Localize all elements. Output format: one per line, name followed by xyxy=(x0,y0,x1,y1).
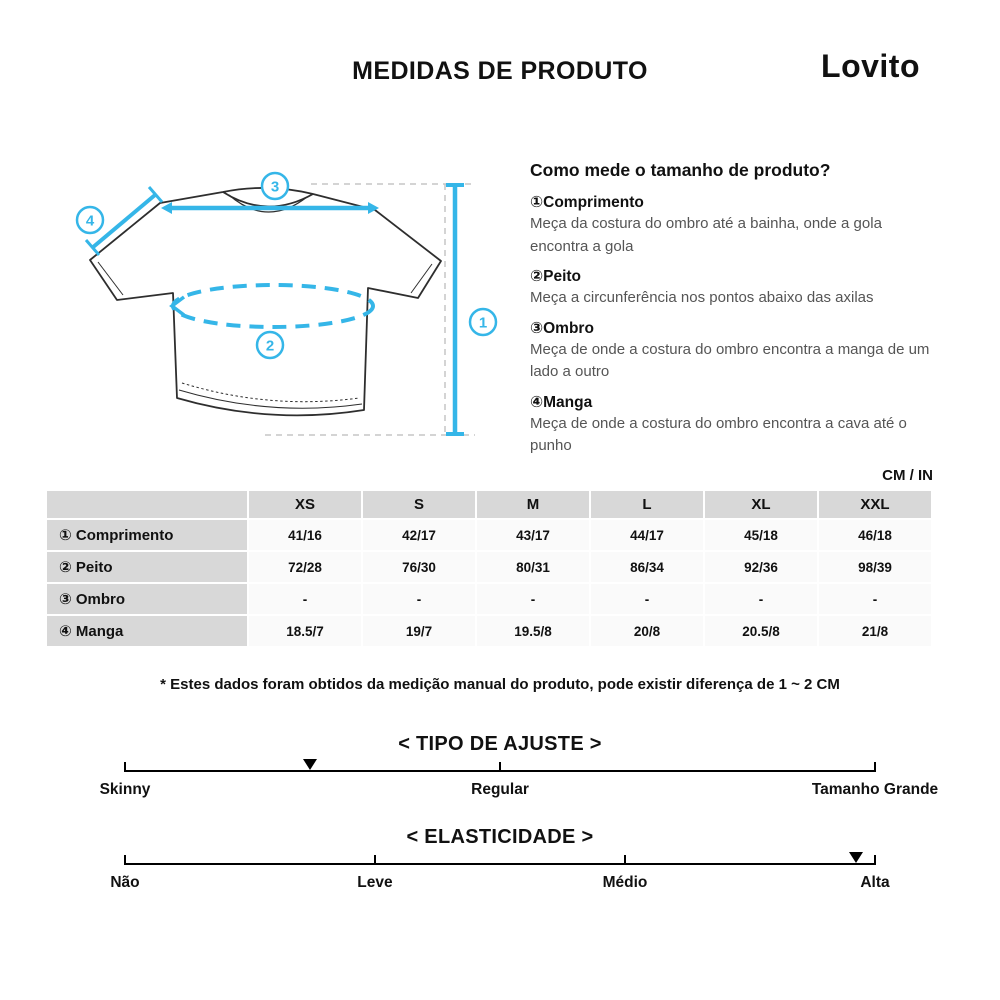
svg-text:2: 2 xyxy=(265,337,275,355)
guide-item-text: Meça de onde a costura do ombro encontra a manga de um lado a outro xyxy=(530,340,930,380)
measurement-disclaimer: * Estes dados foram obtidos da medição manual do produto, pode existir diferença de 1 ~ 2 CM xyxy=(160,676,840,693)
size-column-header: XS xyxy=(249,491,361,518)
measurement-cell: 18.5/7 xyxy=(249,616,361,646)
tshirt-outline xyxy=(90,188,441,415)
table-header-row xyxy=(47,491,931,518)
size-column-header: M xyxy=(477,491,589,518)
elasticity-title: < ELASTICIDADE > xyxy=(406,826,594,848)
fit-scale-labels xyxy=(99,781,939,801)
measurement-cell: - xyxy=(249,584,361,614)
measurement-cell: 98/39 xyxy=(819,552,931,582)
measurement-cell: 72/28 xyxy=(249,552,361,582)
measurement-cell: 19/7 xyxy=(363,616,475,646)
guide-item-text: Meça a circunferência nos pontos abaixo das axilas xyxy=(530,289,874,306)
row-label: ② Peito xyxy=(47,552,247,582)
table-corner-cell xyxy=(47,491,247,518)
size-column-header: XXL xyxy=(819,491,931,518)
measurement-cell: 21/8 xyxy=(819,616,931,646)
measurement-cell: 86/34 xyxy=(591,552,703,582)
marker-ombro xyxy=(262,173,288,199)
scale-track xyxy=(125,770,875,772)
guide-item-text: Meça da costura do ombro até a bainha, onde a gola encontra a gola xyxy=(530,215,882,255)
scale-label: Tamanho Grande xyxy=(811,781,939,798)
guide-item-label: ②Peito xyxy=(530,268,582,285)
measurement-cell: 43/17 xyxy=(477,520,589,550)
table-row-ombro xyxy=(47,584,931,614)
page-title: MEDIDAS DE PRODUTO xyxy=(352,57,648,85)
table-row-comprimento xyxy=(47,520,931,550)
measurement-cell: - xyxy=(819,584,931,614)
fit-marker xyxy=(303,759,317,770)
elasticity-scale-labels xyxy=(110,874,890,894)
scale-label: Leve xyxy=(357,874,393,891)
svg-text:1: 1 xyxy=(478,314,488,332)
scale-label: Skinny xyxy=(99,781,151,798)
size-table xyxy=(45,489,933,648)
tshirt-diagram-svg xyxy=(55,158,505,463)
measurement-cell: - xyxy=(363,584,475,614)
row-label: ① Comprimento xyxy=(47,520,247,550)
measurement-cell: - xyxy=(591,584,703,614)
measurement-cell: 42/17 xyxy=(363,520,475,550)
measuring-guide xyxy=(530,160,938,458)
guide-item-label: ④Manga xyxy=(530,393,593,411)
svg-text:3: 3 xyxy=(270,178,280,196)
measurement-cell: 20.5/8 xyxy=(705,616,817,646)
measurement-cell: - xyxy=(477,584,589,614)
scale-label: Regular xyxy=(471,781,529,798)
measurement-cell: 76/30 xyxy=(363,552,475,582)
size-column-header: XL xyxy=(705,491,817,518)
marker-comprimento xyxy=(470,309,496,335)
measurement-cell: 46/18 xyxy=(819,520,931,550)
measurement-cell: 80/31 xyxy=(477,552,589,582)
row-label: ③ Ombro xyxy=(47,584,247,614)
measurement-cell: 44/17 xyxy=(591,520,703,550)
size-column-header: L xyxy=(591,491,703,518)
size-column-header: S xyxy=(363,491,475,518)
guide-item-text: Meça de onde a costura do ombro encontra a cava até o punho xyxy=(530,414,907,454)
measurement-cell: 41/16 xyxy=(249,520,361,550)
guide-item-label: ①Comprimento xyxy=(530,194,644,211)
svg-text:4: 4 xyxy=(85,212,95,230)
brand-logo: Lovito xyxy=(821,48,920,84)
fit-type-scale xyxy=(99,762,939,808)
scale-label: Alta xyxy=(860,874,890,891)
scale-track xyxy=(125,863,875,865)
elasticity-scale xyxy=(110,855,890,901)
scale-label: Não xyxy=(110,874,140,891)
table-row-manga xyxy=(47,616,931,646)
table-row-peito xyxy=(47,552,931,582)
elasticity-marker xyxy=(849,852,863,863)
guide-heading: Como mede o tamanho de produto? xyxy=(530,160,831,180)
fit-type-title: < TIPO DE AJUSTE > xyxy=(398,733,602,755)
measurement-cell: 45/18 xyxy=(705,520,817,550)
measurement-cell: 19.5/8 xyxy=(477,616,589,646)
marker-manga xyxy=(77,207,103,233)
marker-peito xyxy=(257,332,283,358)
measurement-cell: 20/8 xyxy=(591,616,703,646)
row-label: ④ Manga xyxy=(47,616,247,646)
measurement-cell: - xyxy=(705,584,817,614)
guide-item-label: ③Ombro xyxy=(530,319,594,337)
measurement-cell: 92/36 xyxy=(705,552,817,582)
tshirt-measurement-diagram xyxy=(55,158,505,463)
scale-label: Médio xyxy=(602,874,648,891)
unit-label: CM / IN xyxy=(882,467,933,484)
